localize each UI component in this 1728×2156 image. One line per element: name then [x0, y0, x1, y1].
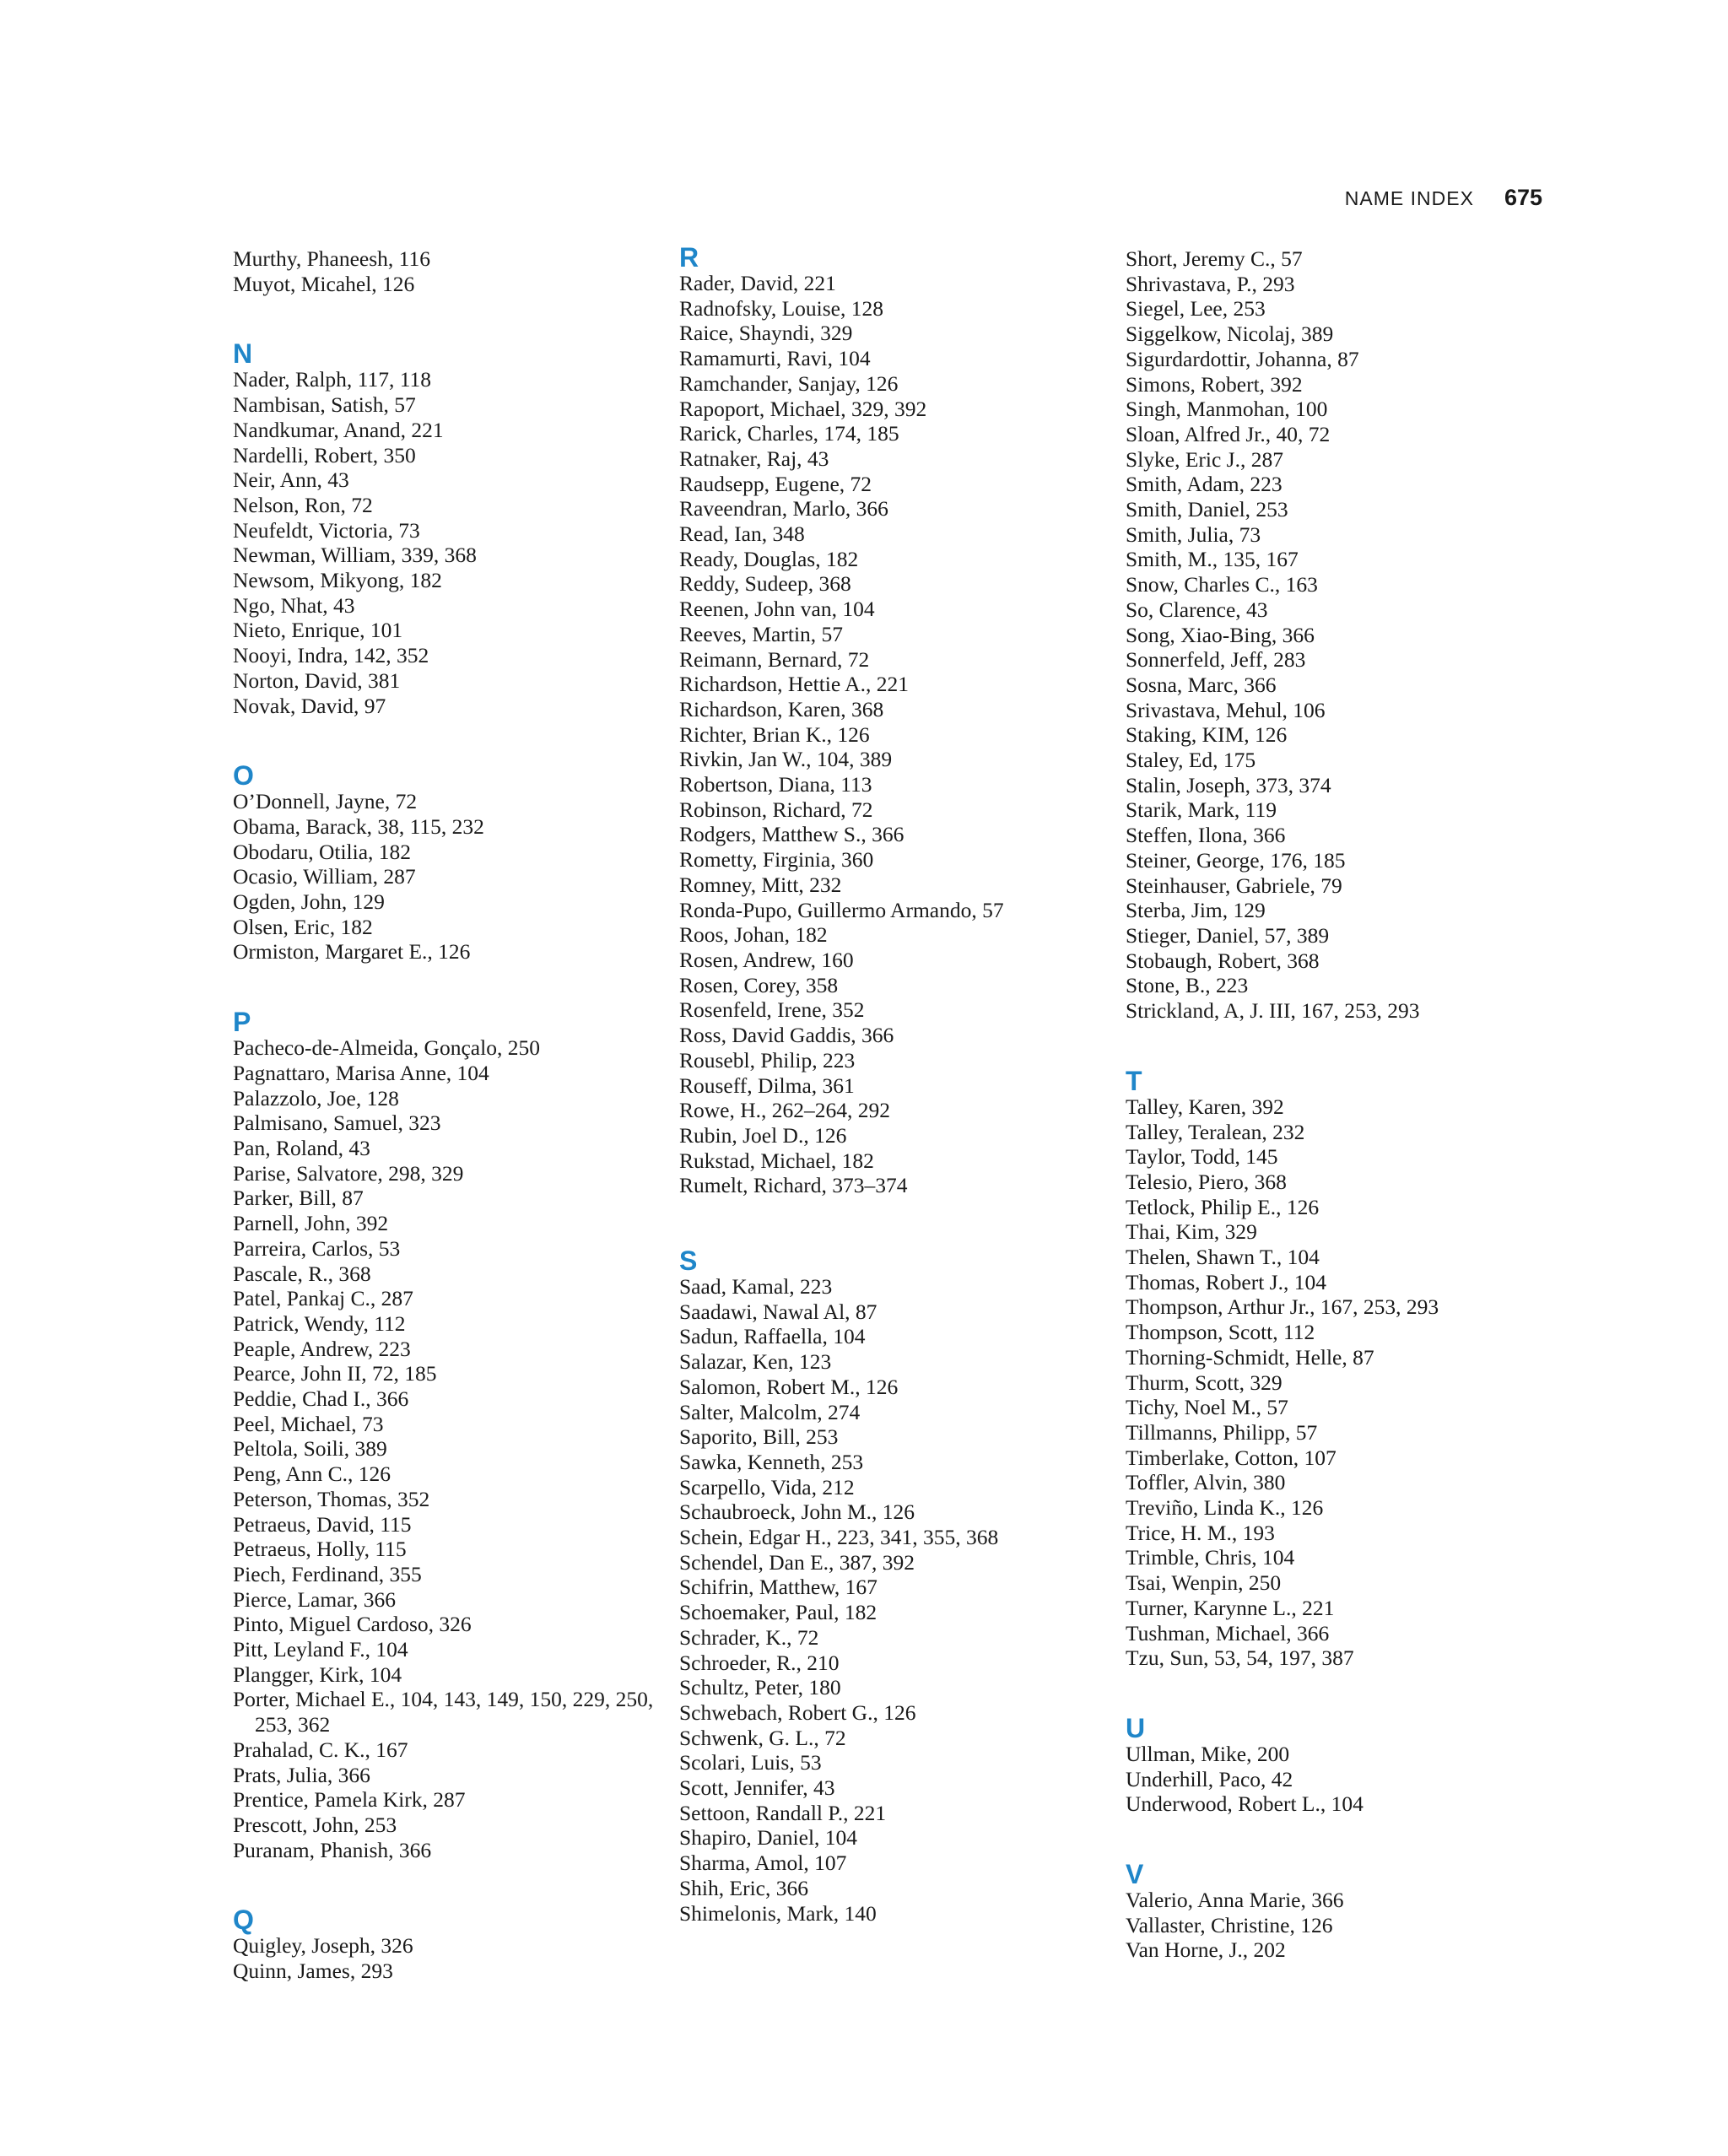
index-section — [233, 1905, 672, 1983]
index-entry: Saad, Kamal, 223 — [679, 1274, 833, 1300]
index-entry: Ramchander, Sanjay, 126 — [679, 370, 899, 396]
section-letter-heading: Q — [233, 1905, 254, 1936]
index-column-2 — [679, 242, 1118, 1968]
index-entry: Trice, H. M., 193 — [1126, 1520, 1275, 1545]
index-entry: Singh, Manmohan, 100 — [1126, 397, 1328, 422]
index-entry: Quinn, James, 293 — [233, 1959, 393, 1984]
index-entry: Talley, Karen, 392 — [1126, 1094, 1284, 1119]
index-entry: Telesio, Piero, 368 — [1126, 1169, 1287, 1194]
index-entry: Salazar, Ken, 123 — [679, 1349, 832, 1375]
index-entry: Ready, Douglas, 182 — [679, 546, 859, 571]
index-entry: Thurm, Scott, 329 — [1126, 1370, 1282, 1395]
index-entry: Schrader, K., 72 — [679, 1624, 819, 1650]
index-entry: Prahalad, C. K., 167 — [233, 1737, 408, 1762]
index-entry: Underwood, Robert L., 104 — [1126, 1791, 1364, 1817]
index-entry: Newman, William, 339, 368 — [233, 543, 477, 568]
index-entry: Parnell, John, 392 — [233, 1211, 389, 1236]
index-entry: Starik, Mark, 119 — [1126, 797, 1277, 823]
index-entry: O’Donnell, Jayne, 72 — [233, 789, 418, 814]
index-entry: Schoemaker, Paul, 182 — [679, 1600, 878, 1625]
section-letter-heading: N — [233, 338, 253, 370]
index-entry: Obama, Barack, 38, 115, 232 — [233, 813, 484, 839]
index-entry: Rouseff, Dilma, 361 — [679, 1073, 855, 1098]
index-entry: Parreira, Carlos, 53 — [233, 1235, 401, 1261]
index-entry: Sosna, Marc, 366 — [1126, 672, 1277, 697]
index-entry: Porter, Michael E., 104, 143, 149, 150, 229, 250, 253, 362 — [233, 1687, 654, 1737]
index-entry: Olsen, Eric, 182 — [233, 914, 373, 939]
index-entry: Pagnattaro, Marisa Anne, 104 — [233, 1060, 489, 1085]
index-section — [1126, 1066, 1564, 1671]
index-entry: Timberlake, Cotton, 107 — [1126, 1445, 1336, 1470]
index-entry: Rukstad, Michael, 182 — [679, 1148, 874, 1173]
index-entry: Prescott, John, 253 — [233, 1812, 397, 1837]
index-section — [679, 1246, 1118, 1926]
index-entry: Ronda-Pupo, Guillermo Armando, 57 — [679, 897, 1004, 922]
index-entry: Patel, Pankaj C., 287 — [233, 1286, 413, 1311]
index-entry: Ngo, Nhat, 43 — [233, 592, 355, 618]
index-entry: Palazzolo, Joe, 128 — [233, 1085, 399, 1110]
index-entry: Sawka, Kenneth, 253 — [679, 1449, 864, 1474]
index-entry: Palmisano, Samuel, 323 — [233, 1110, 441, 1136]
index-entry: Schwebach, Robert G., 126 — [679, 1699, 916, 1725]
index-entry: Thai, Kim, 329 — [1126, 1219, 1257, 1245]
index-entry: Radnofsky, Louise, 128 — [679, 295, 883, 321]
index-entry: Schifrin, Matthew, 167 — [679, 1575, 878, 1600]
index-entry: Petraeus, Holly, 115 — [233, 1537, 407, 1562]
index-entry: Steinhauser, Gabriele, 79 — [1126, 873, 1342, 898]
index-entry: Trimble, Chris, 104 — [1126, 1545, 1295, 1570]
index-entry: Peng, Ann C., 126 — [233, 1462, 392, 1487]
index-entry: Plangger, Kirk, 104 — [233, 1662, 402, 1687]
index-entry: Prats, Julia, 366 — [233, 1762, 370, 1787]
index-entry: Murthy, Phaneesh, 116 — [233, 246, 430, 271]
index-entry: Turner, Karynne L., 221 — [1126, 1595, 1335, 1620]
index-section — [1126, 1859, 1564, 1963]
index-entry: Vallaster, Christine, 126 — [1126, 1912, 1333, 1937]
index-entry: Pascale, R., 368 — [233, 1261, 371, 1286]
section-letter-heading: P — [233, 1007, 251, 1038]
index-entry: Stone, B., 223 — [1126, 973, 1249, 998]
index-entry: Richter, Brian K., 126 — [679, 721, 870, 747]
index-entry: Nooyi, Indra, 142, 352 — [233, 643, 429, 668]
index-entry: Rubin, Joel D., 126 — [679, 1122, 847, 1148]
index-entry: Reddy, Sudeep, 368 — [679, 571, 851, 597]
index-entry: So, Clarence, 43 — [1126, 597, 1268, 622]
index-entry: Tichy, Noel M., 57 — [1126, 1395, 1288, 1420]
index-entry: Scott, Jennifer, 43 — [679, 1775, 835, 1801]
index-entry: Peddie, Chad I., 366 — [233, 1386, 409, 1412]
index-entry: Tsai, Wenpin, 250 — [1126, 1570, 1282, 1596]
index-entry: Richardson, Hettie A., 221 — [679, 672, 909, 697]
index-entry: Thompson, Arthur Jr., 167, 253, 293 — [1126, 1294, 1439, 1320]
index-entry: Stalin, Joseph, 373, 374 — [1126, 772, 1331, 797]
index-entry: Stobaugh, Robert, 368 — [1126, 948, 1320, 973]
index-entry: Nardelli, Robert, 350 — [233, 442, 416, 467]
index-entry: Obodaru, Otilia, 182 — [233, 839, 412, 864]
index-entry: Reenen, John van, 104 — [679, 597, 875, 622]
index-section — [233, 338, 672, 718]
index-entry: Short, Jeremy C., 57 — [1126, 246, 1303, 271]
index-entry: Rivkin, Jan W., 104, 389 — [679, 747, 893, 772]
index-entry: Nambisan, Satish, 57 — [233, 392, 416, 418]
index-entry: Shih, Eric, 366 — [679, 1875, 808, 1900]
index-entry: Strickland, A, J. III, 167, 253, 293 — [1126, 998, 1420, 1024]
index-entry: Nandkumar, Anand, 221 — [233, 417, 444, 442]
index-entry: Treviño, Linda K., 126 — [1126, 1495, 1324, 1521]
index-entry: Neir, Ann, 43 — [233, 467, 349, 493]
index-entry: Salomon, Robert M., 126 — [679, 1374, 899, 1399]
section-letter-heading: U — [1126, 1712, 1146, 1743]
section-letter-heading: R — [679, 242, 699, 273]
index-entry: Ormiston, Margaret E., 126 — [233, 939, 471, 965]
index-entry: Quigley, Joseph, 326 — [233, 1933, 413, 1959]
index-entry: Sonnerfeld, Jeff, 283 — [1126, 647, 1306, 673]
index-entry: Shapiro, Daniel, 104 — [679, 1825, 858, 1851]
index-entry: Toffler, Alvin, 380 — [1126, 1470, 1286, 1495]
index-entry: Raveendran, Marlo, 366 — [679, 496, 888, 521]
index-entry: Muyot, Micahel, 126 — [233, 271, 415, 296]
index-entry: Rader, David, 221 — [679, 271, 836, 295]
index-entry: Peterson, Thomas, 352 — [233, 1486, 430, 1511]
index-entry: Scarpello, Vida, 212 — [679, 1474, 855, 1499]
index-entry: Rodgers, Matthew S., 366 — [679, 822, 904, 847]
index-entry: Tillmanns, Philipp, 57 — [1126, 1419, 1318, 1445]
index-entry: Patrick, Wendy, 112 — [233, 1310, 406, 1336]
index-section — [1126, 1713, 1564, 1817]
index-entry: Read, Ian, 348 — [679, 521, 805, 547]
index-entry: Shimelonis, Mark, 140 — [679, 1900, 877, 1926]
section-letter-heading: V — [1126, 1859, 1144, 1890]
index-entry: Scolari, Luis, 53 — [679, 1750, 822, 1775]
index-entry: Smith, M., 135, 167 — [1126, 547, 1299, 572]
index-entry: Slyke, Eric J., 287 — [1126, 446, 1283, 472]
section-letter-heading: T — [1126, 1065, 1142, 1096]
index-entry: Rosen, Andrew, 160 — [679, 947, 854, 972]
index-entry: Thomas, Robert J., 104 — [1126, 1269, 1326, 1294]
index-entry: Ramamurti, Ravi, 104 — [679, 346, 871, 371]
index-entry: Valerio, Anna Marie, 366 — [1126, 1888, 1344, 1913]
index-entry: Saporito, Bill, 253 — [679, 1424, 839, 1450]
index-entry: Schendel, Dan E., 387, 392 — [679, 1549, 915, 1575]
index-entry: Rarick, Charles, 174, 185 — [679, 421, 899, 446]
index-entry: Romney, Mitt, 232 — [679, 872, 842, 897]
index-entry: Schaubroeck, John M., 126 — [679, 1499, 915, 1525]
index-entry: Van Horne, J., 202 — [1126, 1937, 1286, 1963]
index-entry: Puranam, Phanish, 366 — [233, 1837, 432, 1862]
index-entry: Siegel, Lee, 253 — [1126, 296, 1266, 322]
index-entry: Richardson, Karen, 368 — [679, 696, 884, 721]
index-entry: Robertson, Diana, 113 — [679, 772, 872, 797]
index-entry: Steiner, George, 176, 185 — [1126, 847, 1346, 873]
index-entry: Ogden, John, 129 — [233, 889, 385, 915]
index-entry: Underhill, Paco, 42 — [1126, 1766, 1293, 1791]
index-entry: Ullman, Mike, 200 — [1126, 1741, 1290, 1766]
index-entry: Srivastava, Mehul, 106 — [1126, 697, 1326, 722]
running-header-label: NAME INDEX — [1344, 187, 1474, 209]
index-entry: Steffen, Ilona, 366 — [1126, 823, 1286, 848]
index-entry: Petraeus, David, 115 — [233, 1511, 412, 1537]
index-entry: Rousebl, Philip, 223 — [679, 1047, 856, 1073]
index-entry: Shrivastava, P., 293 — [1126, 271, 1295, 296]
index-section — [233, 246, 672, 296]
index-entry: Pearce, John II, 72, 185 — [233, 1361, 437, 1386]
index-entry: Settoon, Randall P., 221 — [679, 1800, 887, 1825]
index-entry: Schroeder, R., 210 — [679, 1650, 840, 1675]
index-section — [679, 242, 1118, 1198]
index-entry: Pinto, Miguel Cardoso, 326 — [233, 1612, 472, 1637]
index-entry: Peltola, Soili, 389 — [233, 1436, 387, 1462]
index-entry: Prentice, Pamela Kirk, 287 — [233, 1787, 466, 1813]
index-entry: Pacheco-de-Almeida, Gonçalo, 250 — [233, 1035, 540, 1061]
index-entry: Smith, Daniel, 253 — [1126, 497, 1288, 522]
index-entry: Pan, Roland, 43 — [233, 1135, 370, 1160]
index-entry: Newsom, Mikyong, 182 — [233, 568, 442, 593]
index-entry: Nieto, Enrique, 101 — [233, 618, 403, 643]
index-entry: Stieger, Daniel, 57, 389 — [1126, 922, 1330, 948]
index-entry: Pierce, Lamar, 366 — [233, 1586, 396, 1612]
index-entry: Raudsepp, Eugene, 72 — [679, 471, 872, 496]
index-entry: Pitt, Leyland F., 104 — [233, 1637, 408, 1662]
running-header — [1345, 185, 1542, 211]
page-number: 675 — [1504, 185, 1542, 210]
index-entry: Schwenk, G. L., 72 — [679, 1725, 846, 1750]
index-entry: Rosenfeld, Irene, 352 — [679, 997, 865, 1023]
index-entry: Peel, Michael, 73 — [233, 1411, 384, 1436]
index-entry: Norton, David, 381 — [233, 667, 401, 693]
index-entry: Sadun, Raffaella, 104 — [679, 1324, 866, 1349]
index-section — [1126, 246, 1564, 1024]
index-entry: Parker, Bill, 87 — [233, 1186, 364, 1211]
index-entry: Sharma, Amol, 107 — [679, 1851, 847, 1876]
index-entry: Ocasio, William, 287 — [233, 864, 416, 889]
index-entry: Rometty, Firginia, 360 — [679, 847, 874, 873]
index-entry: Talley, Teralean, 232 — [1126, 1119, 1305, 1144]
index-entry: Song, Xiao-Bing, 366 — [1126, 622, 1315, 647]
index-entry: Schein, Edgar H., 223, 341, 355, 368 — [679, 1525, 999, 1550]
index-entry: Tzu, Sun, 53, 54, 197, 387 — [1126, 1645, 1354, 1671]
index-entry: Rosen, Corey, 358 — [679, 972, 839, 997]
index-entry: Robinson, Richard, 72 — [679, 797, 873, 822]
index-entry: Rapoport, Michael, 329, 392 — [679, 396, 927, 421]
index-entry: Reeves, Martin, 57 — [679, 621, 844, 646]
index-entry: Ratnaker, Raj, 43 — [679, 446, 829, 471]
section-letter-heading: S — [679, 1246, 698, 1277]
index-entry: Thelen, Shawn T., 104 — [1126, 1245, 1320, 1270]
index-entry: Salter, Malcolm, 274 — [679, 1399, 861, 1424]
index-entry: Novak, David, 97 — [233, 693, 386, 718]
section-letter-heading: O — [233, 760, 254, 792]
index-entry: Siggelkow, Nicolaj, 389 — [1126, 322, 1334, 347]
index-entry: Staking, KIM, 126 — [1126, 722, 1288, 748]
index-entry: Raice, Shayndi, 329 — [679, 321, 853, 346]
index-entry: Roos, Johan, 182 — [679, 922, 828, 948]
index-section — [233, 760, 672, 965]
index-section — [233, 1007, 672, 1862]
index-column-1 — [233, 246, 672, 2026]
index-entry: Smith, Julia, 73 — [1126, 521, 1261, 547]
index-entry: Sigurdardottir, Johanna, 87 — [1126, 346, 1359, 371]
index-entry: Taylor, Todd, 145 — [1126, 1144, 1278, 1170]
index-entry: Reimann, Bernard, 72 — [679, 646, 870, 672]
index-entry: Sterba, Jim, 129 — [1126, 898, 1266, 923]
index-entry: Rowe, H., 262–264, 292 — [679, 1098, 891, 1123]
index-entry: Neufeldt, Victoria, 73 — [233, 517, 420, 543]
index-entry: Thorning-Schmidt, Helle, 87 — [1126, 1344, 1374, 1370]
index-entry: Staley, Ed, 175 — [1126, 748, 1256, 773]
index-entry: Smith, Adam, 223 — [1126, 472, 1282, 497]
index-entry: Saadawi, Nawal Al, 87 — [679, 1299, 878, 1324]
index-entry: Nader, Ralph, 117, 118 — [233, 367, 432, 392]
index-column-3 — [1126, 246, 1564, 2005]
index-entry: Tetlock, Philip E., 126 — [1126, 1194, 1320, 1219]
index-entry: Peaple, Andrew, 223 — [233, 1336, 411, 1361]
index-entry: Nelson, Ron, 72 — [233, 492, 373, 517]
index-entry: Snow, Charles C., 163 — [1126, 572, 1318, 597]
index-entry: Simons, Robert, 392 — [1126, 371, 1303, 397]
index-entry: Piech, Ferdinand, 355 — [233, 1561, 422, 1586]
index-entry: Parise, Salvatore, 298, 329 — [233, 1160, 464, 1186]
index-entry: Ross, David Gaddis, 366 — [679, 1023, 894, 1048]
index-entry: Thompson, Scott, 112 — [1126, 1320, 1315, 1345]
index-entry: Tushman, Michael, 366 — [1126, 1620, 1330, 1645]
index-entry: Rumelt, Richard, 373–374 — [679, 1173, 908, 1198]
index-entry: Schultz, Peter, 180 — [679, 1675, 841, 1700]
index-entry: Sloan, Alfred Jr., 40, 72 — [1126, 421, 1331, 446]
